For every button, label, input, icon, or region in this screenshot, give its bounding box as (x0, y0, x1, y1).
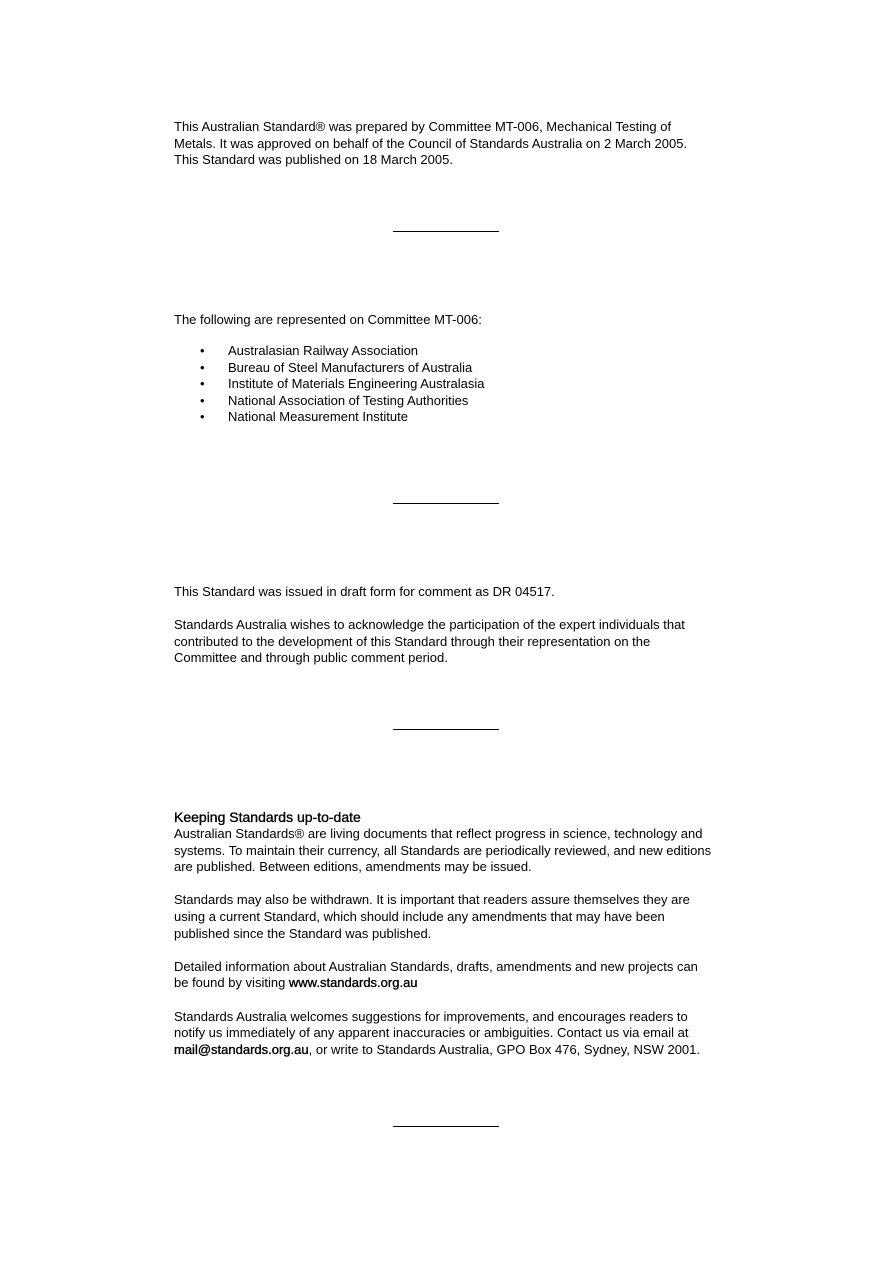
paragraph-gap (174, 992, 722, 1009)
member-name: Australasian Railway Association (228, 343, 419, 358)
info-line-2-prefix: be found by visiting (174, 975, 289, 991)
preparation-line-3: This Standard was published on 18 March 2005. (174, 152, 453, 168)
paragraph-gap (174, 876, 722, 893)
section-divider-3 (393, 729, 499, 730)
committee-member-list (174, 343, 485, 426)
withdrawn-line-2: using a current Standard, which should include any amendments that may have been (174, 908, 665, 924)
currency-line-3: are published. Between editions, amendments may be issued. (174, 859, 532, 875)
committee-intro (174, 312, 722, 329)
section-divider-1 (393, 231, 499, 232)
bullet-icon: • (200, 409, 205, 425)
info-line-2 (174, 975, 722, 992)
preparation-line-2: Metals. It was approved on behalf of the Council of Standards Australia on 2 March 2005. (174, 135, 688, 151)
list-item (174, 409, 485, 426)
list-item (174, 360, 485, 377)
paragraph-gap (174, 942, 722, 959)
committee-intro-text: The following are represented on Committee MT-006: (174, 312, 482, 327)
preparation-paragraph (174, 119, 722, 169)
draft-notice: This Standard was issued in draft form for comment as DR 04517. (174, 584, 555, 599)
feedback-line-2: notify us immediately of any apparent inaccuracies or ambiguities. Contact us via email at (174, 1025, 689, 1041)
draft-section (174, 584, 722, 667)
feedback-line-1: Standards Australia welcomes suggestions for improvements, and encourages readers to (174, 1008, 688, 1024)
acknowledgement-line-3: Committee and through public comment period. (174, 650, 448, 666)
feedback-line-3 (174, 1042, 722, 1059)
website-link[interactable]: www.standards.org.au (288, 975, 418, 991)
currency-line-1: Australian Standards® are living documents that reflect progress in science, technology and (174, 826, 703, 841)
withdrawn-line-1: Standards may also be withdrawn. It is important that readers assure themselves they are (174, 892, 690, 908)
preparation-line-1: This Australian Standard® was prepared by Committee MT-006, Mechanical Testing of (174, 119, 672, 134)
acknowledgement-line-2: contributed to the development of this Standard through their representation on the (174, 633, 651, 649)
bullet-icon: • (200, 343, 205, 358)
currency-line-2: systems. To maintain their currency, all Standards are periodically reviewed, and new editions (174, 842, 712, 858)
member-name: National Measurement Institute (228, 409, 408, 425)
withdrawn-line-3: published since the Standard was published. (174, 925, 432, 941)
list-item (174, 343, 485, 360)
bullet-icon: • (200, 376, 205, 392)
section-heading: Keeping Standards up-to-date (174, 809, 361, 825)
up-to-date-section (174, 809, 722, 1058)
bullet-icon: • (200, 392, 205, 408)
section-divider-4 (393, 1126, 499, 1127)
member-name: National Association of Testing Authorities (228, 392, 469, 408)
info-line-1: Detailed information about Australian Standards, drafts, amendments and new projects can (174, 958, 698, 974)
member-name: Bureau of Steel Manufacturers of Australia (228, 359, 473, 375)
list-item (174, 393, 485, 410)
paragraph-gap (174, 601, 722, 618)
feedback-line-3-suffix: , or write to Standards Australia, GPO Box 476, Sydney, NSW 2001. (308, 1041, 700, 1057)
member-name: Institute of Materials Engineering Australasia (228, 376, 485, 392)
list-item (174, 376, 485, 393)
email-link[interactable]: mail@standards.org.au (174, 1041, 309, 1057)
bullet-icon: • (200, 359, 205, 375)
acknowledgement-line-1: Standards Australia wishes to acknowledge the participation of the expert individuals that (174, 617, 685, 633)
section-divider-2 (393, 503, 499, 504)
